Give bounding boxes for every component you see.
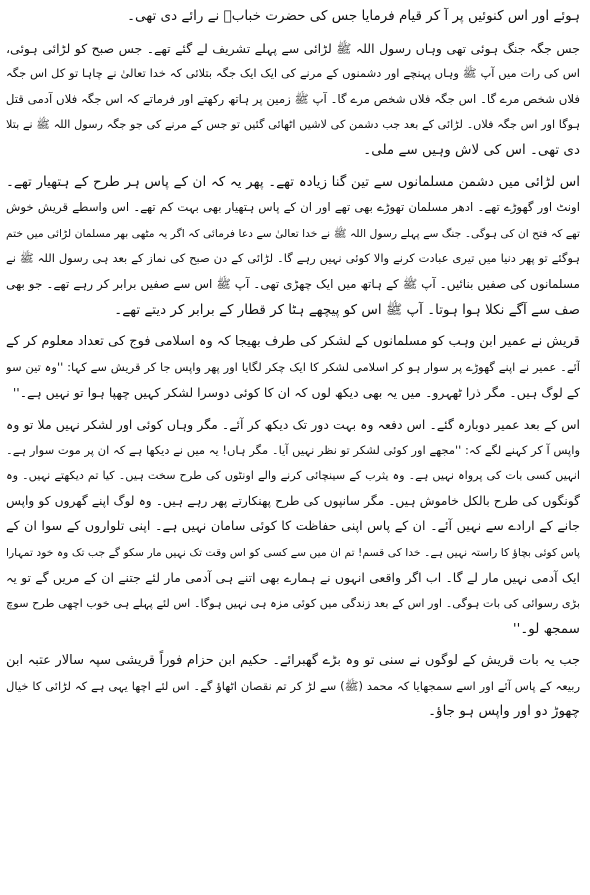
text-line: اس کے بعد عمیر دوبارہ گئے۔ اس دفعہ وہ بہت دور تک دیکھ کر آئے۔ مگر وہاں کوئی اور لشکر نہیں ملا تو وہ — [6, 416, 580, 432]
text-line: اس کی رات میں آپ ﷺ وہاں پہنچے اور دشمنوں کے مرنے کی ایک ایک جگہ بتلائی کہ خدا تعالیٰ نے چاہا تو کل اس جگہ — [6, 66, 580, 81]
text-line: ایک آدمی نہیں مار لے گا۔ اب اگر واقعی انہوں نے ہمارے بھی اتنے ہی آدمی مار لئے جتنے ان کے مریں گے تو یہ — [6, 570, 580, 586]
paragraph-well-arrival — [6, 4, 580, 30]
text-line: بڑی رسوائی کی بات ہوگی۔ اور اس کے بعد زندگی میں کوئی مزہ ہی نہیں ہوگا۔ اس لئے پہلے ہی خوب اچھی طرح سوچ — [6, 597, 580, 611]
text-line: اونٹ اور گھوڑے تھے۔ ادھر مسلمان تھوڑے بھی تھے اور ان کے پاس ہتھیار بھی بہت کم تھے۔ اس واسطے قریش خوش — [6, 200, 580, 215]
text-line: ربیعہ کے پاس آئے اور اسے سمجھایا کہ محمد (ﷺ) سے لڑ کر تم نقصان اٹھاؤ گے۔ اس لئے اچھا یہی ہے کہ لڑائی کا خیال — [6, 678, 580, 693]
text-line: جانے کے ارادے سے نہیں آئے۔ ان کے پاس اپنی حفاظت کا کوئی سامان نہیں ہے۔ اپنی تلواروں کے سوا ان کے — [6, 519, 580, 535]
paragraph-umair-scouting — [6, 329, 580, 406]
text-line: ہوئے اور اس کنوئیں پر آ کر قیام فرمایا جس کی حضرت خبابؓ نے رائے دی تھی۔ — [127, 8, 580, 24]
text-line: پاس کوئی بچاؤ کا راستہ نہیں ہے۔ خدا کی قسم! تم ان میں سے کسی کو اس وقت تک نہیں مار سکو گے جب تک وہ خود تمہارا — [6, 545, 580, 559]
text-line: چھوڑ دو اور واپس ہو جاؤ۔ — [428, 703, 580, 720]
text-line: مسلمانوں کی صفیں بنائیں۔ آپ ﷺ کے ہاتھ میں ایک چھڑی تھی۔ آپ ﷺ اس سے صفیں برابر کر رہے تھے۔ جو بھی — [6, 276, 580, 291]
text-line: اس لڑائی میں دشمن مسلمانوں سے تین گنا زیادہ تھے۔ پھر یہ کہ ان کے پاس ہر طرح کے ہتھیار تھے۔ — [6, 173, 580, 190]
text-line: سمجھ لو۔'' — [512, 620, 580, 637]
text-line: تھے کہ فتح ان کی ہوگی۔ جنگ سے پہلے رسول اللہ ﷺ نے خدا تعالیٰ سے دعا فرمائی کہ اگر یہ مٹھی بھر مسلمان لڑائی میں ختم — [6, 226, 580, 240]
text-line: کے لوگ ہیں۔ مگر ذرا ٹھہرو۔ میں یہ بھی دیکھ لوں کہ ان کا کوئی دوسرا لشکر کہیں چھپا ہوا تو نہیں ہے۔'' — [12, 385, 580, 401]
text-line: ہوگا اور اس جگہ فلاں۔ لڑائی کے بعد جب دشمن کی لاشیں اٹھائی گئیں تو جس کے مرنے کی جو جگہ رسول اللہ ﷺ نے بتلا — [6, 118, 580, 132]
paragraph-umair-report — [6, 412, 580, 642]
text-line: گونگوں کی طرح بالکل خاموش ہیں۔ مگر سانپوں کی طرح پھنکارتے پھر رہے ہیں۔ وہ لوگ اپنے گھروں کو واپس — [6, 493, 580, 508]
text-line: دی تھی۔ اس کی لاش وہیں سے ملی۔ — [363, 141, 580, 158]
text-line: واپس آ کر کہنے لگے کہ: ''مجھے اور کوئی لشکر تو نظر نہیں آیا۔ مگر ہاں! یہ میں نے دیکھا ہے کہ ان پر موت سوار ہے۔ — [6, 442, 580, 457]
text-line: صف سے آگے نکلا ہوا ہوتا۔ آپ ﷺ اس کو پیچھے ہٹا کر قطار کے برابر کر دیتے تھے۔ — [114, 301, 580, 318]
text-line: ہوگئے تو پھر دنیا میں تیری عبادت کرنے والا کوئی نہیں رہے گا۔ لڑائی کے دن صبح کی نماز کے بعد ہی رسول اللہ ﷺ نے — [6, 251, 580, 266]
text-line: قریش نے عمیر ابن وہب کو مسلمانوں کے لشکر کی طرف بھیجا کہ وہ اسلامی فوج کی تعداد معلوم کر کے — [6, 334, 580, 350]
paragraph-battlefield-places — [6, 36, 580, 164]
text-line: جس جگہ جنگ ہوئی تھی وہاں رسول اللہ ﷺ لڑائی سے پہلے تشریف لے گئے تھے۔ جس صبح کو لڑائی ہوئی، — [6, 40, 580, 56]
text-line: انہیں کسی بات کی پرواہ نہیں ہے۔ وہ یثرب کے سینچائی کرنے والے اونٹوں کی طرح سخت ہیں۔ کیا تم دیکھتے نہیں۔ وہ — [6, 469, 580, 483]
text-line: فلاں شخص مرے گا۔ اس جگہ فلاں شخص مرے گا۔ آپ ﷺ زمین پر ہاتھ رکھتے اور فرماتے کہ اس جگہ فلاں آدمی قتل — [6, 91, 580, 106]
text-line: آئے۔ عمیر نے اپنے گھوڑے پر سوار ہو کر اسلامی لشکر کا ایک چکر لگایا اور پھر واپس جا کر قریش سے کہا: ''وہ تین سو — [6, 359, 580, 374]
paragraph-army-strength — [6, 170, 580, 324]
text-line: جب یہ بات قریش کے لوگوں نے سنی تو وہ بڑے گھبرائے۔ حکیم ابن حزام فوراً قریشی سپہ سالار عتبہ ابن — [6, 653, 580, 669]
paragraph-quraysh-reaction — [6, 648, 580, 725]
